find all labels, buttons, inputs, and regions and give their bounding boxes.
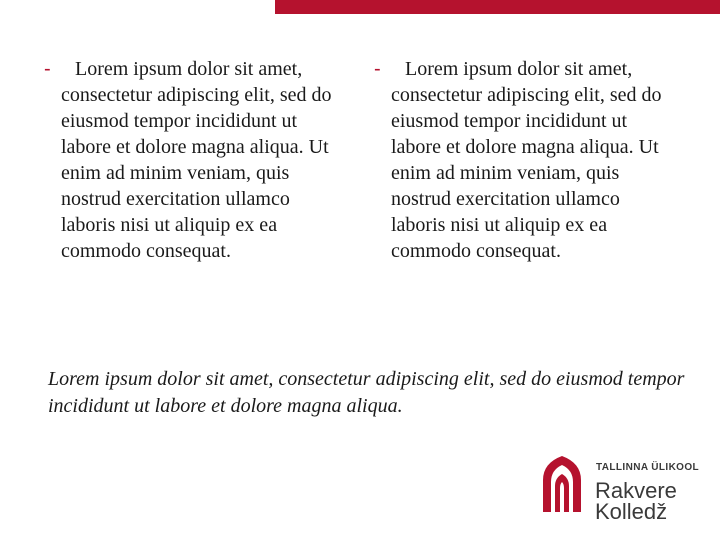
- bullet-item: [374, 56, 674, 264]
- bullet-text: Lorem ipsum dolor sit amet, consectetur adipiscing elit, sed do eiusmod tempor incididunt ut labore et dolore magna aliqua. Ut enim ad minim veniam, quis nostrud exercitation ullamco laboris nisi ut aliquip ex ea commodo consequat.: [391, 58, 662, 262]
- bullet-text: Lorem ipsum dolor sit amet, consectetur adipiscing elit, sed do eiusmod tempor incididunt ut labore et dolore magna aliqua. Ut enim ad minim veniam, quis nostrud exercitation ullamco laboris nisi ut aliquip ex ea commodo consequat.: [61, 58, 332, 262]
- college-logo: [540, 452, 720, 532]
- italic-caption: Lorem ipsum dolor sit amet, consectetur adipiscing elit, sed do eiusmod tempor incididunt ut labore et dolore magna aliqua.: [48, 368, 685, 417]
- left-text-column: [44, 56, 344, 264]
- logo-university-name: TALLINNA ÜLIKOOL: [596, 462, 700, 473]
- bullet-dash: -: [44, 58, 51, 80]
- bullet-dash: -: [374, 58, 381, 80]
- right-text-column: [374, 56, 674, 264]
- bullet-item: [44, 56, 344, 264]
- logo-name-line2: Kolledž: [595, 499, 668, 524]
- logo-name-line1: Rakvere: [595, 478, 677, 503]
- logo-college-name: [595, 480, 677, 522]
- top-accent-bar: [275, 0, 720, 14]
- arch-logo-icon: [540, 454, 584, 512]
